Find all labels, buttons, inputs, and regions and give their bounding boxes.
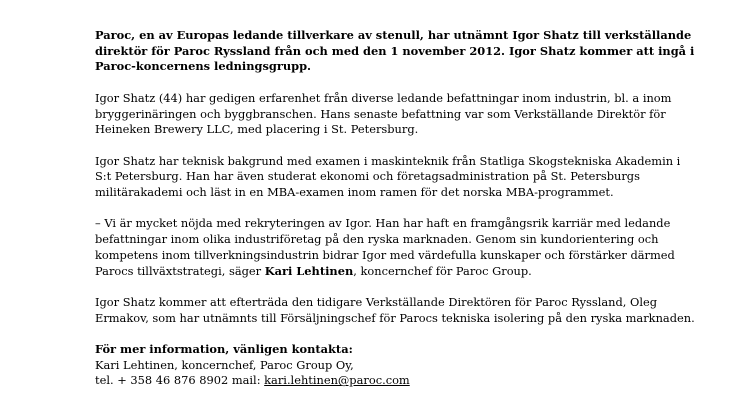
contact-name-line: Kari Lehtinen, koncernchef, Paroc Group Oy, bbox=[95, 357, 354, 372]
quote-paragraph bbox=[95, 216, 695, 279]
press-release bbox=[95, 28, 695, 389]
contact-email-link[interactable]: kari.lehtinen@paroc.com bbox=[264, 373, 410, 388]
quote-suffix: , koncernchef för Paroc Group. bbox=[353, 263, 532, 278]
quote-speaker: Kari Lehtinen bbox=[264, 263, 354, 278]
contact-phone-text: tel. + 358 46 876 8902 mail: bbox=[95, 373, 265, 388]
intro-paragraph: Paroc, en av Europas ledande tillverkare av stenull, har utnämnt Igor Shatz till verkställande direktör för Paroc Ryssland från och med den 1 november 2012. Igor Shatz kommer att ingå i Paroc-koncernens ledningsgrupp. bbox=[95, 28, 695, 74]
succession-paragraph: Igor Shatz kommer att efterträda den tidigare Verkställande Direktören för Paroc Ryssland, Oleg Ermakov, som har utnämnts till Försäljningschef för Parocs tekniska isolering på den ryska marknaden. bbox=[95, 294, 695, 325]
contact-block bbox=[95, 342, 695, 389]
experience-paragraph: Igor Shatz (44) har gedigen erfarenhet från diverse ledande befattningar inom industrin, bl. a inom bryggerinäringen och byggbranschen. Hans senaste befattning var som Verkställande Direktör för Heineken Brewery LLC, med placering i St. Petersburg. bbox=[95, 90, 672, 137]
quote-text: – Vi är mycket nöjda med rekryteringen av Igor. Han har haft en framgångsrik karriär med ledande befattningar inom olika industriföretag på den ryska marknaden. Genom sin kundorientering och kompetens inom tillverkningsindustrin bidrar Igor med värdefulla kunskaper och förstärker därmed Parocs tillväxtstrategi, säger bbox=[95, 216, 675, 278]
contact-phone-line bbox=[95, 373, 695, 389]
education-paragraph: Igor Shatz har teknisk bakgrund med examen i maskinteknik från Statliga Skogstekniska Akademin i S:t Petersburg. Han har även studerat ekonomi och företagsadministration på St. Petersburgs militärakademi och läst in en MBA-examen inom ramen för det norska MBA-programmet. bbox=[95, 153, 681, 199]
contact-heading: För mer information, vänligen kontakta: bbox=[95, 341, 353, 356]
